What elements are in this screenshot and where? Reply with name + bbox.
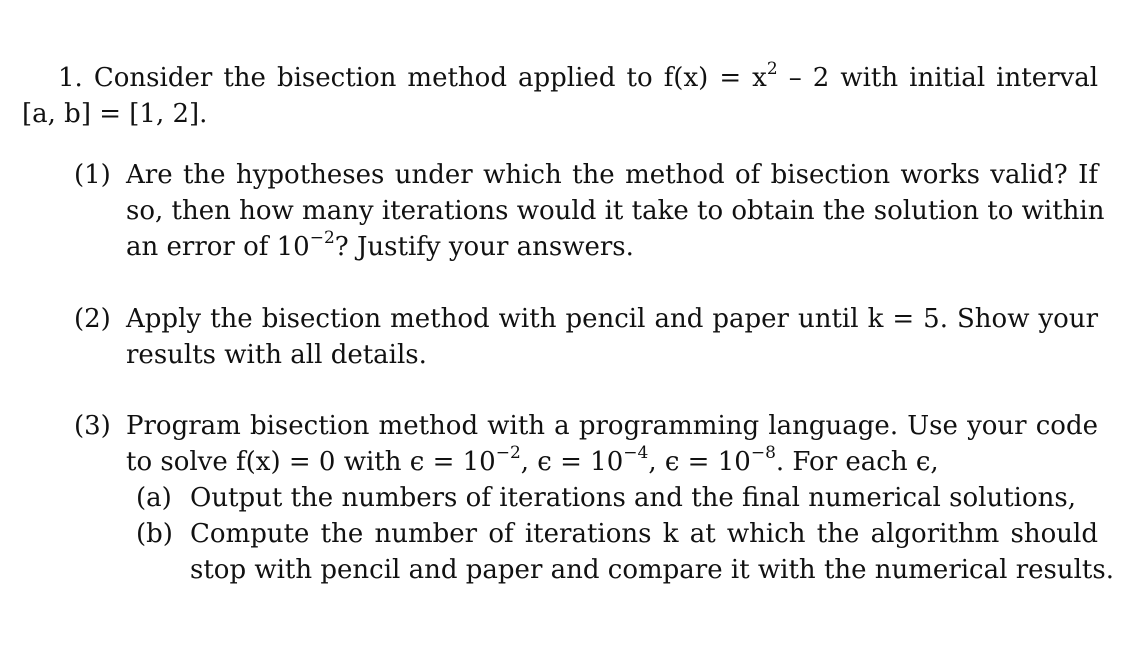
part-2-line2 xyxy=(126,337,427,373)
part-2-line1 xyxy=(126,301,1098,337)
problem-number: 1. xyxy=(58,63,83,93)
part-3-exp2: −4 xyxy=(623,443,649,464)
part-1-text-1: Are the hypotheses under which the method of bisection works valid? If xyxy=(126,160,1098,190)
intro-text-a: Consider the bisection method applied to xyxy=(93,63,664,93)
intro-text-b: – 2 with initial interval xyxy=(777,63,1099,93)
part-3-text-2a: to solve f(x) = 0 with ϵ = 10 xyxy=(126,447,496,477)
subitem-a-line1 xyxy=(190,480,1076,516)
subitem-b-line1 xyxy=(190,516,1098,552)
part-1-line2 xyxy=(126,193,1105,229)
interval-text: [a, b] = [1, 2]. xyxy=(22,99,208,129)
part-1-text-3a: an error of 10 xyxy=(126,232,310,262)
part-3-text-2b: , ϵ = 10 xyxy=(520,447,624,477)
intro-exponent: 2 xyxy=(766,59,778,80)
part-1-text-2: so, then how many iterations would it take to obtain the solution to within xyxy=(126,196,1105,226)
part-3-line2 xyxy=(126,444,939,480)
part-1-label-text: (1) xyxy=(74,160,111,190)
problem-intro-line1 xyxy=(58,60,1098,96)
part-3-text-2c: , ϵ = 10 xyxy=(648,447,751,477)
subitem-a-label xyxy=(136,480,172,516)
part-1-text-3b: ? Justify your answers. xyxy=(334,232,634,262)
part-3-text-2d: . For each ϵ, xyxy=(775,447,939,477)
intro-fx: f(x) = x xyxy=(663,63,767,93)
part-3-exp3: −8 xyxy=(750,443,776,464)
problem-intro-line2 xyxy=(22,96,207,132)
subitem-b-text-2: stop with pencil and paper and compare it with the numerical results. xyxy=(190,555,1114,585)
part-2-text-2: results with all details. xyxy=(126,340,427,370)
subitem-b-label-text: (b) xyxy=(136,519,173,549)
part-3-label xyxy=(74,408,111,444)
part-2-text-1: Apply the bisection method with pencil and paper until k = 5. Show your xyxy=(126,304,1098,334)
subitem-b-label xyxy=(136,516,173,552)
part-3-exp1: −2 xyxy=(495,443,521,464)
part-2-label-text: (2) xyxy=(74,304,111,334)
part-1-line3 xyxy=(126,229,634,265)
subitem-b-line2 xyxy=(190,552,1114,588)
subitem-b-text-1: Compute the number of iterations k at which the algorithm should xyxy=(190,519,1098,549)
part-3-line1 xyxy=(126,408,1098,444)
part-1-exponent: −2 xyxy=(309,228,335,249)
part-2-label xyxy=(74,301,111,337)
subitem-a-text-1: Output the numbers of iterations and the final numerical solutions, xyxy=(190,483,1076,513)
part-3-text-1: Program bisection method with a programming language. Use your code xyxy=(126,411,1098,441)
part-3-label-text: (3) xyxy=(74,411,111,441)
subitem-a-label-text: (a) xyxy=(136,483,172,513)
part-1-line1 xyxy=(126,157,1098,193)
part-1-label xyxy=(74,157,111,193)
